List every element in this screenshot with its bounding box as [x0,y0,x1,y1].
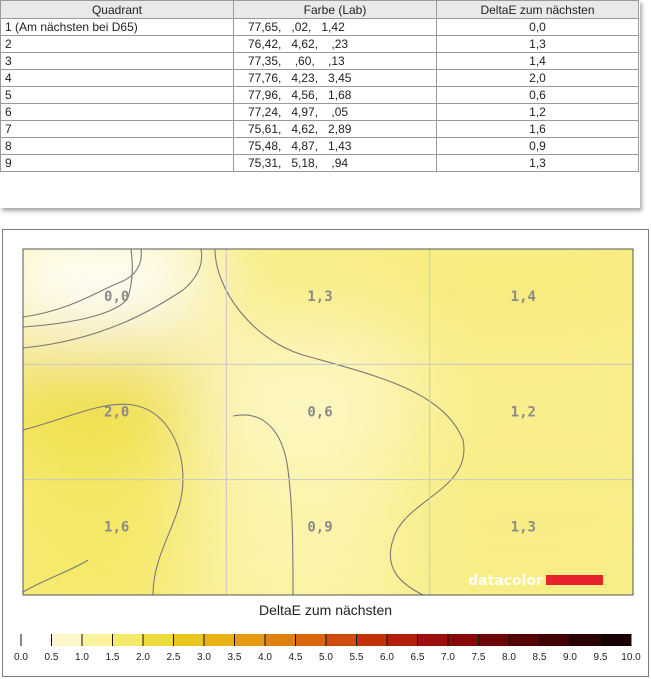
header-deltae: DeltaE zum nächsten [437,1,639,19]
table-row [1,104,639,121]
cell-value-label: 1,6 [104,519,130,536]
colorbar-tick-label: 10.0 [621,652,641,663]
colorbar-tick-label: 0.5 [44,652,59,663]
deltae-cell: 1,6 [437,121,639,138]
colorbar-tick-label: 8.5 [532,652,547,663]
results-table-container [0,0,640,208]
datacolor-brand-bar [546,575,603,585]
colorbar-segment [418,634,449,646]
colorbar-tick-label: 6.5 [410,652,425,663]
uniformity-chart-panel [2,229,649,677]
quadrant-cell: 2 [1,36,234,53]
cell-value-label: 0,0 [104,289,130,305]
quadrant-cell: 5 [1,87,234,104]
colorbar-tick-label: 4.5 [288,652,303,663]
lab-color-cell: 75,61, 4,62, 2,89 [234,121,437,138]
colorbar-segment [143,634,174,646]
deltae-cell: 1,3 [437,155,639,172]
colorbar-tick-label: 8.0 [502,652,516,663]
colorbar-tick-label: 7.5 [471,652,486,663]
table-row [1,121,639,138]
colorbar-tick-label: 5.0 [319,652,333,663]
colorbar-segment [82,634,113,646]
colorbar-segment [296,634,327,646]
colorbar-tick-label: 4.0 [258,652,272,663]
colorbar-segment [448,634,479,646]
colorbar-tick-label: 5.5 [349,652,364,663]
colorbar-segment [540,634,571,646]
colorbar-tick-label: 2.0 [136,652,150,663]
quadrant-cell: 1 (Am nächsten bei D65) [1,19,234,36]
colorbar-segment [174,634,205,646]
colorbar-segment [509,634,540,646]
cell-value-label: 1,3 [510,519,536,536]
colorbar-segment [570,634,601,646]
colorbar-segment [326,634,357,646]
colorbar-segment [204,634,235,646]
colorbar-tick-label: 6.0 [380,652,394,663]
colorbar-tick-label: 0.0 [14,652,28,663]
cell-value-label: 1,4 [510,289,536,305]
lab-color-cell: 77,96, 4,56, 1,68 [234,87,437,104]
quadrant-cell: 9 [1,155,234,172]
deltae-cell: 1,4 [437,53,639,70]
cell-value-label: 1,3 [307,289,333,305]
datacolor-watermark: datacolor [468,573,543,589]
lab-color-cell: 76,42, 4,62, ,23 [234,36,437,53]
quadrant-cell: 4 [1,70,234,87]
quadrant-cell: 8 [1,138,234,155]
table-row [1,138,639,155]
cell-value-label: 1,2 [510,404,536,421]
colorbar-segment [601,634,632,646]
lab-color-cell: 77,35, ,60, ,13 [234,53,437,70]
colorbar-tick-label: 7.0 [441,652,455,663]
table-row [1,70,639,87]
colorbar-segment [52,634,83,646]
lab-color-cell: 77,65, ,02, 1,42 [234,19,437,36]
lab-color-cell: 77,24, 4,97, ,05 [234,104,437,121]
deltae-cell: 2,0 [437,70,639,87]
colorbar-segment [21,634,52,646]
quadrant-cell: 3 [1,53,234,70]
results-table [0,0,639,172]
deltae-cell: 0,0 [437,19,639,36]
table-row [1,87,639,104]
table-row [1,19,639,36]
cell-value-label: 0,6 [307,404,333,421]
lab-color-cell: 77,76, 4,23, 3,45 [234,70,437,87]
cell-value-label: 0,9 [307,519,333,536]
deltae-cell: 1,2 [437,104,639,121]
table-row [1,155,639,172]
colorbar-segment [235,634,266,646]
lab-color-cell: 75,48, 4,87, 1,43 [234,138,437,155]
colorbar-tick-label: 3.5 [227,652,242,663]
colorbar-segment [265,634,296,646]
colorbar-segment [357,634,388,646]
colorbar-segment [387,634,418,646]
quadrant-cell: 6 [1,104,234,121]
colorbar-tick-label: 1.0 [75,652,89,663]
colorbar-tick-label: 3.0 [197,652,211,663]
header-lab-color: Farbe (Lab) [234,1,437,19]
colorbar-tick-label: 1.5 [105,652,120,663]
colorbar-segment [113,634,144,646]
deltae-cell: 1,3 [437,36,639,53]
quadrant-cell: 7 [1,121,234,138]
deltae-cell: 0,9 [437,138,639,155]
table-row [1,36,639,53]
deltae-cell: 0,6 [437,87,639,104]
colorbar-tick-label: 9.5 [593,652,608,663]
colorbar-tick-label: 9.0 [563,652,577,663]
cell-value-label: 2,0 [104,404,130,421]
colorbar-title: DeltaE zum nächsten [258,602,393,618]
header-quadrant: Quadrant [1,1,234,19]
lab-color-cell: 75,31, 5,18, ,94 [234,155,437,172]
colorbar-segment [479,634,510,646]
table-row [1,53,639,70]
heatmap-cell-fill [400,450,648,625]
colorbar-tick-label: 2.5 [166,652,181,663]
table-header-row [1,1,639,19]
